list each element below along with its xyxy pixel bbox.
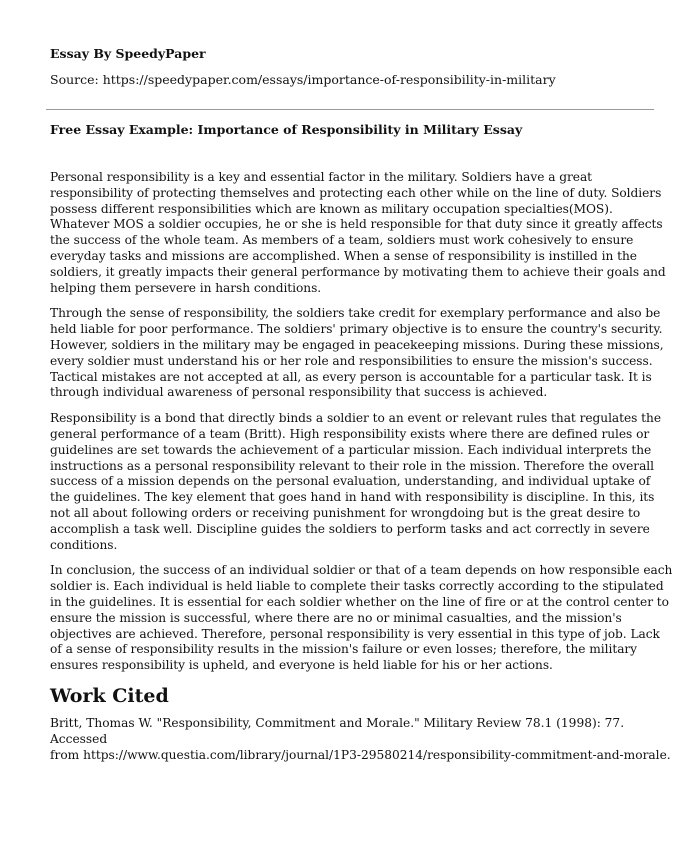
text-line: Responsibility is a bond that directly binds a soldier to an event or relevant rules that regulates the — [50, 411, 661, 426]
text-line: possess different responsibilities which are known as military occupation specialties(MOS). — [50, 201, 613, 216]
publisher-title: Essay By SpeedyPaper — [50, 46, 206, 61]
text-line: success of a mission depends on the personal evaluation, understanding, and individual uptake of — [50, 474, 651, 489]
text-line: in the guidelines. It is essential for each soldier whether on the line of fire or at the control center to — [50, 594, 669, 609]
source-url: Source: https://speedypaper.com/essays/importance-of-responsibility-in-military — [50, 72, 556, 87]
text-line: However, soldiers in the military may be engaged in peacekeeping missions. During these missions, — [50, 337, 664, 352]
citation-line: Britt, Thomas W. "Responsibility, Commitment and Morale." Military Review 78.1 (1998): 77. — [50, 715, 625, 730]
text-line: responsibility of protecting themselves and protecting each other while on the line of duty. Soldiers — [50, 185, 662, 200]
text-line: objectives are achieved. Therefore, personal responsibility is very essential in this type of job. Lack — [50, 626, 660, 641]
paragraph-2 — [50, 306, 664, 401]
essay-title: Free Essay Example: Importance of Responsibility in Military Essay — [50, 122, 523, 137]
text-line: accomplish a task well. Discipline guides the soldiers to perform tasks and act correctly in severe — [50, 521, 650, 536]
paragraph-3 — [50, 411, 661, 553]
text-line: soldiers, it greatly impacts their general performance by motivating them to achieve their goals and — [50, 264, 666, 279]
text-line: the success of the whole team. As members of a team, soldiers must work cohesively to ensure — [50, 233, 634, 248]
works-cited-heading: Work Cited — [50, 684, 169, 707]
header-divider — [46, 109, 654, 110]
text-line: instructions as a personal responsibility relevant to their role in the mission. Therefore the overall — [50, 458, 654, 473]
text-line: of a sense of responsibility results in the mission's failure or even losses; therefore, the military — [50, 642, 638, 657]
text-line: Tactical mistakes are not accepted at all, as every person is accountable for a particular task. It is — [50, 369, 652, 384]
text-line: ensures responsibility is upheld, and everyone is held liable for his or her actions. — [50, 658, 553, 673]
text-line: everyday tasks and missions are accomplished. When a sense of responsibility is instilled in the — [50, 248, 637, 263]
essay-body — [50, 170, 673, 763]
text-line: ensure the mission is successful, where there are no or minimal casualties, and the mission's — [50, 610, 622, 625]
text-line: conditions. — [50, 537, 118, 552]
text-line: Through the sense of responsibility, the soldiers take credit for exemplary performance and also be — [50, 306, 661, 321]
text-line: held liable for poor performance. The soldiers' primary objective is to ensure the country's security. — [50, 322, 663, 337]
text-line: In conclusion, the success of an individual soldier or that of a team depends on how responsible each — [50, 563, 673, 578]
paragraph-1 — [50, 170, 666, 296]
text-line: not all about following orders or receiving punishment for wrongdoing but is the great desire to — [50, 505, 641, 520]
citation-line: from https://www.questia.com/library/journal/1P3-29580214/responsibility-commitment-and-morale. — [50, 747, 671, 762]
citation-entry — [50, 715, 671, 763]
text-line: every soldier must understand his or her role and responsibilities to ensure the mission's success. — [50, 353, 653, 368]
text-line: Personal responsibility is a key and essential factor in the military. Soldiers have a great — [50, 170, 593, 184]
text-line: through individual awareness of personal responsibility that success is achieved. — [50, 385, 548, 400]
text-line: soldier is. Each individual is held liable to complete their tasks correctly according to the stipulated — [50, 579, 664, 594]
text-line: Whatever MOS a soldier occupies, he or she is held responsible for that duty since it greatly affects — [50, 217, 663, 232]
text-line: guidelines are set towards the achievement of a particular mission. Each individual interprets the — [50, 442, 652, 457]
text-line: helping them persevere in harsh conditions. — [50, 280, 322, 295]
text-line: the guidelines. The key element that goes hand in hand with responsibility is discipline. In this, its — [50, 490, 655, 505]
paragraph-4 — [50, 563, 673, 674]
citation-line: Accessed — [50, 731, 108, 746]
text-line: general performance of a team (Britt). High responsibility exists where there are defined rules or — [50, 426, 650, 441]
